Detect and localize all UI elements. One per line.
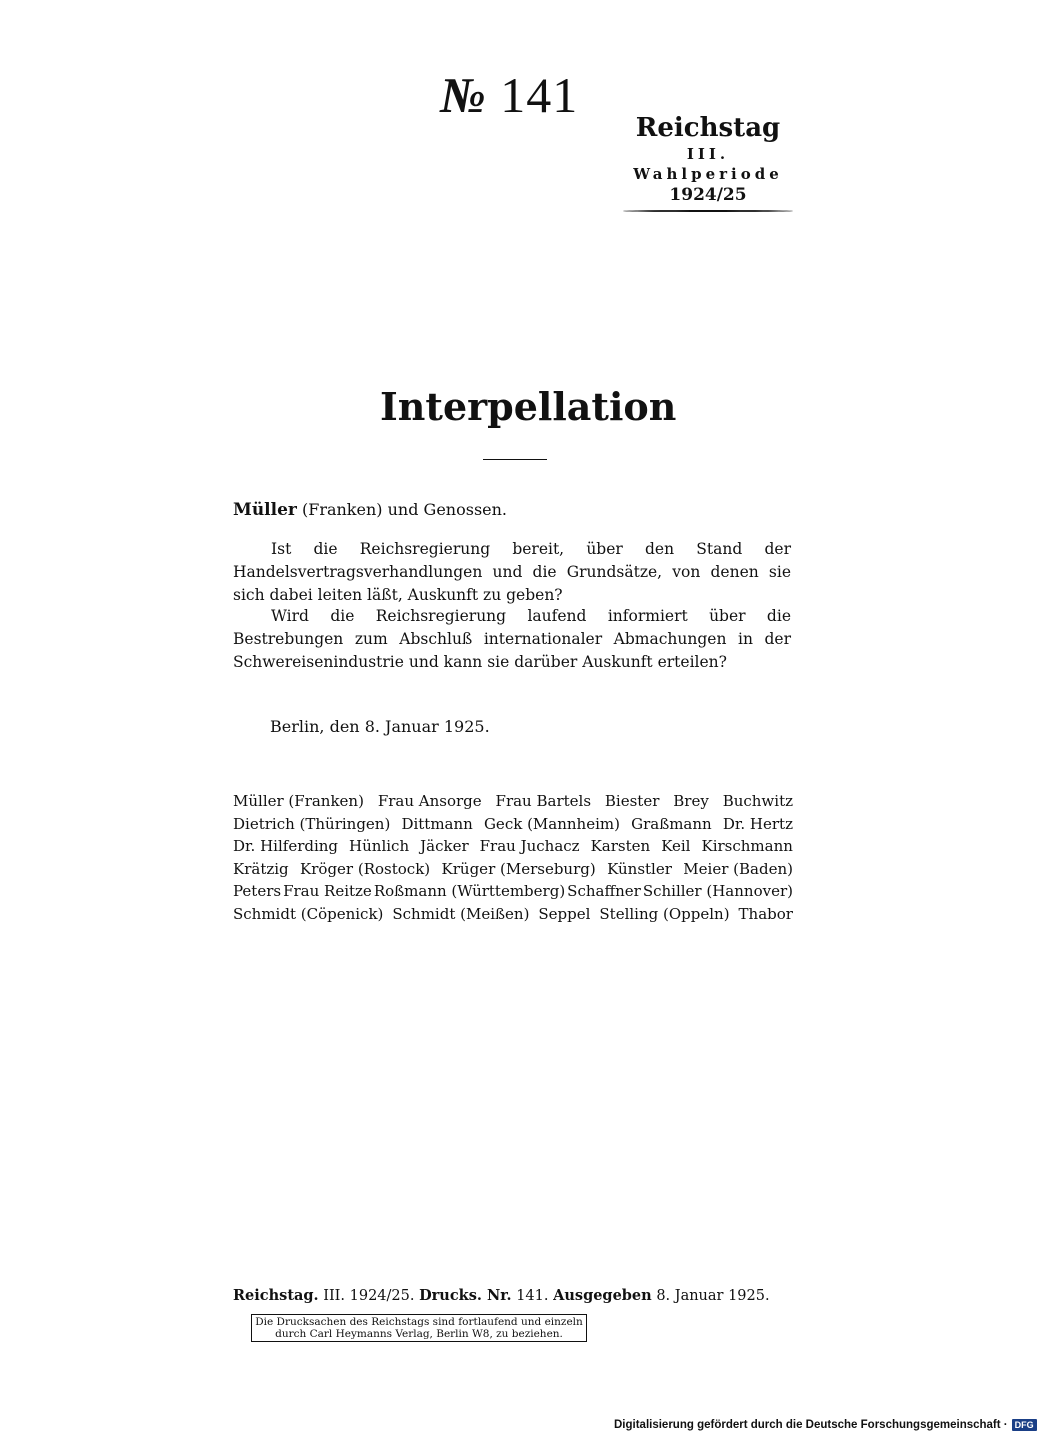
credit-text: Digitalisierung gefördert durch die Deutsche Forschungsgemeinschaft bbox=[614, 1419, 1001, 1431]
distribution-notice-box bbox=[251, 1314, 587, 1342]
signatory-name: Kröger (Rostock) bbox=[300, 859, 431, 878]
signatory-name: Krätzig bbox=[233, 859, 289, 878]
notice-line-2: durch Carl Heymanns Verlag, Berlin W8, zu beziehen. bbox=[275, 1328, 563, 1340]
signatory-name: Seppel bbox=[538, 904, 591, 923]
session-heading bbox=[618, 112, 798, 212]
signatory-name: Schmidt (Cöpenick) bbox=[233, 904, 384, 923]
citation-issued-date: 8. Januar 1925. bbox=[656, 1288, 770, 1304]
signatory-name: Schiller (Hannover) bbox=[642, 882, 793, 900]
signatory-name: Roßmann (Württemberg) bbox=[373, 882, 566, 900]
document-title: Interpellation bbox=[380, 384, 677, 429]
signatory-name: Schmidt (Meißen) bbox=[392, 904, 530, 923]
signatory-name: Meier (Baden) bbox=[683, 859, 793, 878]
signatory-line bbox=[233, 903, 793, 926]
dfg-logo-icon: DFG bbox=[1012, 1419, 1037, 1431]
signatory-name: Biester bbox=[604, 792, 660, 810]
signatory-name: Dittmann bbox=[401, 814, 473, 833]
citation-body: Reichstag. bbox=[233, 1287, 319, 1304]
question-paragraph-1: Ist die Reichsregierung bereit, über den Stand der Handelsvertragsverhandlungen und die Grundsätze, von denen sie sich dabei leiten läßt, Auskunft zu geben? bbox=[233, 540, 791, 604]
signatory-name: Frau Reitze bbox=[283, 882, 372, 900]
signatory-name: Schaffner bbox=[567, 882, 641, 900]
title-divider bbox=[483, 459, 547, 460]
signatory-name: Krüger (Merseburg) bbox=[441, 859, 596, 878]
dateline: Berlin, den 8. Januar 1925. bbox=[270, 717, 490, 736]
digitization-credit: Digitalisierung gefördert durch die Deutsche Forschungsgemeinschaft · DFG bbox=[614, 1417, 1037, 1433]
signatory-line bbox=[233, 835, 793, 858]
signatory-name: Frau Ansorge bbox=[377, 792, 482, 810]
signatory-line bbox=[233, 813, 793, 836]
signatory-name: Brey bbox=[673, 792, 709, 810]
document-number bbox=[440, 66, 578, 124]
signatory-name: Thabor bbox=[738, 904, 793, 923]
number-value: 141 bbox=[500, 67, 579, 123]
signatory-name: Dietrich (Thüringen) bbox=[233, 814, 391, 833]
session-rule bbox=[623, 210, 793, 212]
citation-period: III. 1924/25. bbox=[323, 1288, 415, 1304]
signatory-line bbox=[233, 880, 793, 903]
submitter-name: Müller bbox=[233, 500, 297, 520]
signatory-name: Müller (Franken) bbox=[233, 792, 364, 810]
signatory-name: Kirschmann bbox=[701, 837, 793, 855]
signatory-name: Geck (Mannheim) bbox=[483, 814, 620, 833]
session-body: Reichstag bbox=[635, 113, 781, 143]
footer-citation bbox=[233, 1287, 770, 1304]
signatory-name: Dr. Hertz bbox=[722, 814, 793, 833]
question-paragraph-2: Wird die Reichsregierung laufend informiert über die Bestrebungen zum Abschluß internationaler Abmachungen in der Schwereisenindustrie und kann sie darüber Auskunft erteilen? bbox=[233, 607, 791, 671]
signatory-line bbox=[233, 790, 793, 813]
number-sign: № bbox=[440, 67, 487, 123]
notice-line-1: Die Drucksachen des Reichstags sind fortlaufend und einzeln bbox=[255, 1316, 583, 1328]
signatory-name: Buchwitz bbox=[722, 792, 793, 810]
signatory-list bbox=[233, 790, 793, 925]
signatory-name: Stelling (Oppeln) bbox=[599, 904, 730, 923]
session-period: III. Wahlperiode bbox=[633, 145, 783, 183]
submitter-rest: (Franken) und Genossen. bbox=[301, 500, 508, 519]
signatory-name: Frau Bartels bbox=[495, 792, 592, 810]
citation-print-number: 141. bbox=[516, 1288, 549, 1304]
signatory-name: Frau Juchacz bbox=[479, 837, 580, 855]
signatory-name: Jäcker bbox=[420, 837, 469, 855]
signatory-name: Graßmann bbox=[631, 814, 712, 833]
signatory-name: Hünlich bbox=[349, 837, 410, 855]
submitter-line bbox=[233, 500, 507, 520]
citation-print-label: Drucks. Nr. bbox=[419, 1287, 512, 1304]
signatory-name: Karsten bbox=[590, 837, 651, 855]
signatory-name: Peters bbox=[233, 882, 282, 900]
session-years: 1924/25 bbox=[669, 185, 747, 205]
signatory-name: Keil bbox=[661, 837, 691, 855]
citation-issued-label: Ausgegeben bbox=[553, 1287, 652, 1304]
signatory-line bbox=[233, 858, 793, 881]
signatory-name: Dr. Hilferding bbox=[233, 837, 339, 855]
signatory-name: Künstler bbox=[607, 859, 672, 878]
